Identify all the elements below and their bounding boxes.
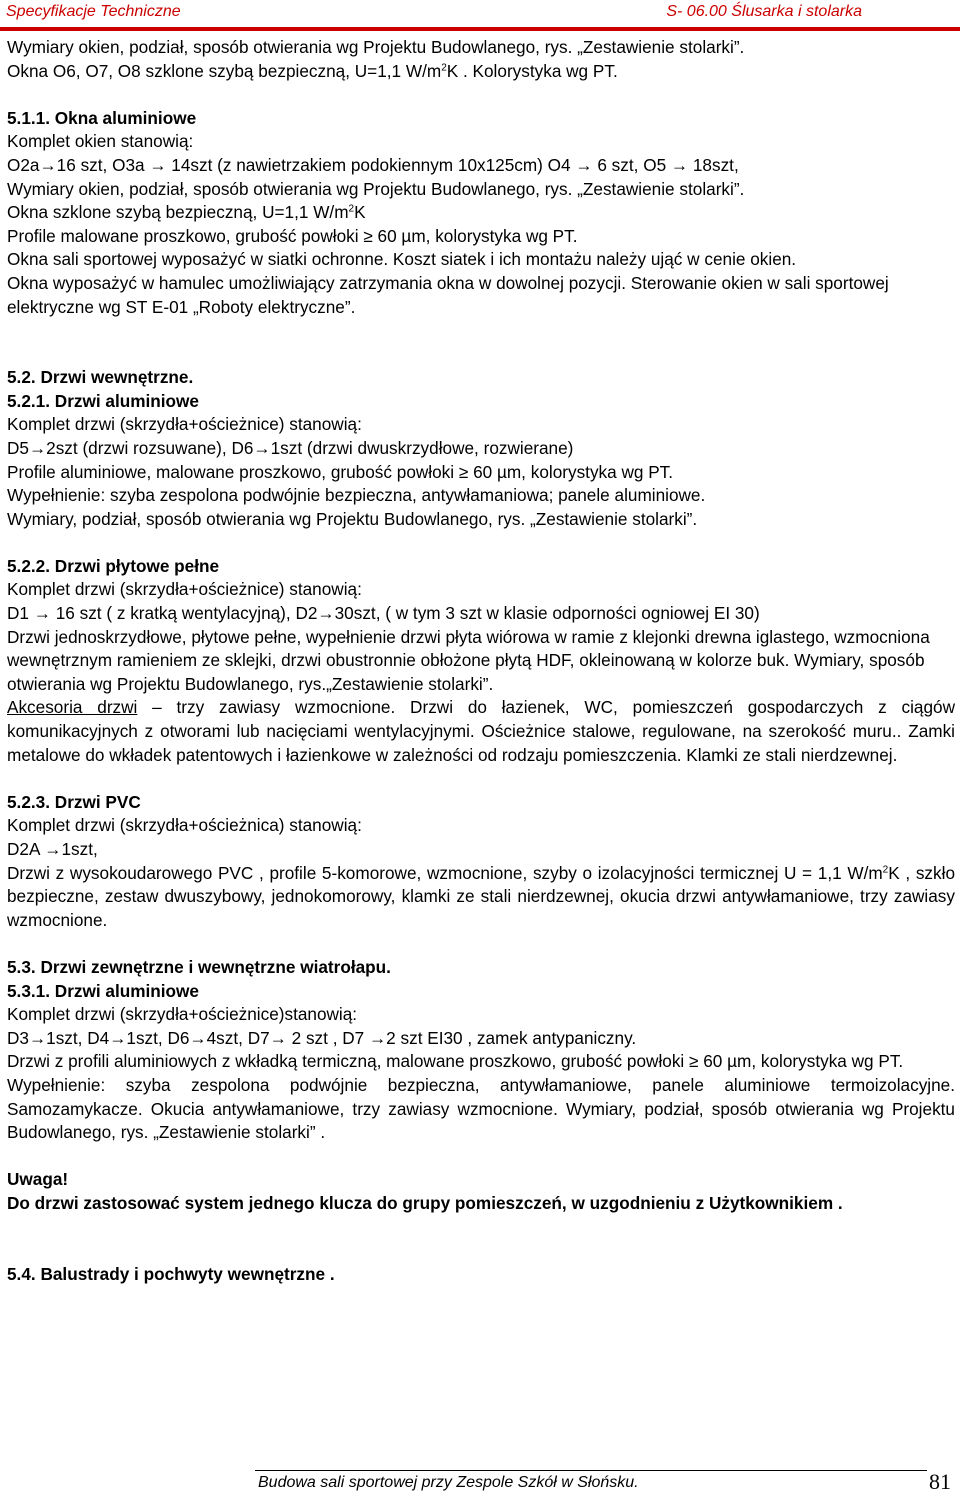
paragraph: Wypełnienie: szyba zespolona podwójnie bezpieczna, antywłamaniowe, panele aluminiowe termoizolacyjne. Samozamykacze. Okucia antywłamaniowe, trzy zawiasy wzmocnione. Wymiary, podział, sposób otwierania wg Projektu Budowlanego, rys. „Zestawienie stolarki” . [7, 1074, 955, 1143]
paragraph: Drzwi jednoskrzydłowe, płytowe pełne, wypełnienie drzwi płyta wiórowa w ramie z klejonki drewna iglastego, wzmocniona wewnętrznym ramieniem ze sklejki, drzwi obustronnie obłożone płytą HDF, okleinowaną w kolorze buk. Wymiary, sposób otwierania wg Projektu Budowlanego, rys.„Zestawienie stolarki”. [7, 626, 930, 694]
paragraph: D2A →1szt, [7, 839, 98, 859]
document-body [7, 36, 955, 1286]
accessories-label: Akcesoria drzwi [7, 697, 138, 718]
paragraph: D3→1szt, D4→1szt, D6→4szt, D7→ 2 szt , D7 →2 szt EI30 , zamek antypaniczny. [7, 1027, 637, 1048]
paragraph: O2a→16 szt, O3a → 14szt (z nawietrzakiem podokiennym 10x125cm) O4 → 6 szt, O5 → 18szt, [7, 154, 739, 175]
paragraph-accessories: Akcesoria drzwi – trzy zawiasy wzmocnione. Drzwi do łazienek, WC, pomieszczeń gospodarczych z ciągów komunikacyjnych z otworami lub nacięciami wentylacyjnymi. Ościeżnice stalowe, regulowane, na szerokość muru.. Zamki metalowe do wkładek patentowych i łazienkowe w zależności od rodzaju pomieszczenia. Klamki ze stali nierdzewnej. [7, 697, 955, 765]
paragraph: Wypełnienie: szyba zespolona podwójnie bezpieczna, antywłamaniowa; panele aluminiowe. [7, 485, 706, 506]
section-heading-5-2-2: 5.2.2. Drzwi płytowe pełne [7, 555, 220, 576]
footer-divider [255, 1470, 927, 1471]
page-header [0, 0, 960, 34]
paragraph: Wymiary, podział, sposób otwierania wg Projektu Budowlanego, rys. „Zestawienie stolarki”. [7, 508, 698, 529]
page-footer [0, 1468, 960, 1496]
note-text: Do drzwi zastosować system jednego klucza do grupy pomieszczeń, w uzgodnieniu z Użytkownikiem . [7, 1192, 843, 1213]
paragraph: Komplet drzwi (skrzydła+ościeżnica) stanowią: [7, 815, 362, 836]
header-divider [0, 27, 960, 31]
paragraph: Okna wyposażyć w hamulec umożliwiający zatrzymania okna w dowolnej pozycji. Sterowanie okien w sali sportowej elektryczne wg ST E-01 „Roboty elektryczne”. [7, 272, 889, 317]
header-section-title: S- 06.00 Ślusarka i stolarka [666, 3, 862, 20]
section-heading-5-2: 5.2. Drzwi wewnętrzne. [7, 367, 194, 388]
paragraph: Komplet okien stanowią: [7, 131, 194, 152]
section-heading-5-3: 5.3. Drzwi zewnętrzne i wewnętrzne wiatrołapu. [7, 956, 391, 977]
paragraph: D1 → 16 szt ( z kratką wentylacyjną), D2→30szt, ( w tym 3 szt w klasie odporności ogniowej EI 30) [7, 603, 760, 624]
paragraph: Profile aluminiowe, malowane proszkowo, grubość powłoki ≥ 60 µm, kolorystyka wg PT. [7, 461, 674, 482]
footer-project-name: Budowa sali sportowej przy Zespole Szkół w Słońsku. [258, 1474, 639, 1491]
section-heading-5-3-1: 5.3.1. Drzwi aluminiowe [7, 980, 199, 1001]
paragraph: Okna szklone szybą bezpieczną, U=1,1 $W/m^2K$ [7, 202, 366, 223]
section-heading-5-2-1: 5.2.1. Drzwi aluminiowe [7, 390, 199, 411]
paragraph: Komplet drzwi (skrzydła+ościeżnice) stanowią: [7, 579, 362, 600]
intro-line-1: Wymiary okien, podział, sposób otwierania wg Projektu Budowlanego, rys. „Zestawienie stolarki”. [7, 37, 745, 57]
paragraph: Wymiary okien, podział, sposób otwierania wg Projektu Budowlanego, rys. „Zestawienie stolarki”. [7, 178, 745, 199]
section-heading-5-2-3: 5.2.3. Drzwi PVC [7, 791, 141, 812]
note-title: Uwaga! [7, 1169, 69, 1190]
paragraph: Komplet drzwi (skrzydła+ościeżnice) stanowią: [7, 414, 362, 435]
paragraph: Profile malowane proszkowo, grubość powłoki ≥ 60 µm, kolorystyka wg PT. [7, 225, 578, 246]
paragraph: D5→2szt (drzwi rozsuwane), D6→1szt (drzwi dwuskrzydłowe, rozwierane) [7, 437, 574, 458]
page-number: 81 [929, 1469, 951, 1494]
paragraph: Drzwi z profili aluminiowych z wkładką termiczną, malowane proszkowo, grubość powłoki ≥ 60 µm, kolorystyka wg PT. [7, 1051, 904, 1072]
section-heading-5-4: 5.4. Balustrady i pochwyty wewnętrzne . [7, 1263, 335, 1284]
paragraph: Komplet drzwi (skrzydła+ościeżnice)stanowią: [7, 1004, 358, 1025]
paragraph: Okna sali sportowej wyposażyć w siatki ochronne. Koszt siatek i ich montażu należy ująć w cenie okien. [7, 249, 797, 270]
header-spec-title: Specyfikacje Techniczne [6, 3, 181, 20]
intro-line-2: Okna O6, O7, O8 szklone szybą bezpieczną, U=1,1 $W/m^2K$ . Kolorystyka wg PT. [7, 60, 618, 81]
paragraph: Drzwi z wysokoudarowego PVC , profile 5-komorowe, wzmocnione, szyby o izolacyjności termicznej U = 1,1 $W/m^2K$ , szkło bezpieczne, zestaw dwuszybowy, jednokomorowy, klamki ze stali nierdzewnej, okucia drzwi antywłamaniowe, trzy zawiasy wzmocnione. [7, 862, 955, 930]
section-heading-5-1-1: 5.1.1. Okna aluminiowe [7, 107, 197, 128]
